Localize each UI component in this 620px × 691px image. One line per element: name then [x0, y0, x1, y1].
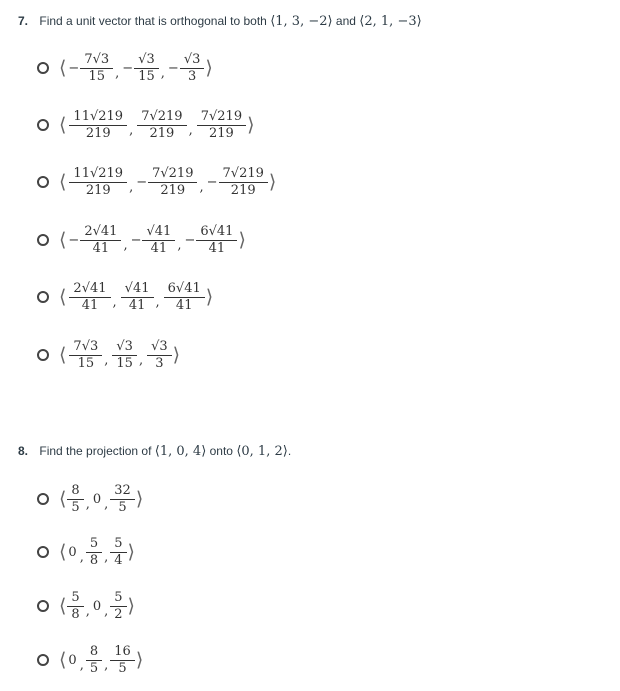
numerator: 7√3	[73, 338, 99, 354]
denominator: 219	[69, 182, 127, 198]
fraction	[82, 53, 111, 84]
vector-b: ⟨2, 1, −3⟩	[359, 14, 422, 29]
fraction	[112, 484, 133, 515]
question-period: .	[287, 444, 292, 458]
question-text: Find a unit vector that is orthogonal to both	[39, 14, 267, 28]
numerator: 5	[114, 535, 123, 551]
fraction	[71, 110, 125, 141]
denominator: 5	[110, 499, 135, 515]
q7-option-3[interactable]	[37, 160, 277, 204]
fraction	[69, 591, 81, 622]
denominator: 5	[110, 660, 135, 676]
numerator: 8	[71, 482, 80, 498]
radio-button[interactable]	[37, 349, 49, 361]
left-angle: ⟨	[59, 594, 67, 617]
numerator: 11√219	[73, 108, 124, 124]
radio-button[interactable]	[37, 546, 49, 558]
left-angle: ⟨	[59, 228, 67, 251]
left-angle: ⟨	[59, 56, 67, 79]
numerator: √3	[138, 51, 155, 67]
fraction	[149, 340, 170, 371]
comma: ,	[123, 237, 128, 253]
fraction	[199, 110, 244, 141]
q7-option-2[interactable]	[37, 103, 256, 147]
denominator: 41	[164, 297, 205, 313]
answer-vector	[58, 591, 136, 622]
denominator: 15	[80, 68, 113, 84]
comma: ,	[188, 122, 193, 138]
fraction	[88, 645, 100, 676]
q8-option-4[interactable]	[37, 638, 144, 682]
question-text-onto: onto	[209, 444, 233, 458]
radio-button[interactable]	[37, 234, 49, 246]
fraction	[71, 282, 108, 313]
question-8-prompt	[18, 444, 291, 459]
right-angle: ⟩	[205, 285, 214, 308]
denominator: 5	[86, 660, 102, 676]
denominator: 41	[142, 240, 175, 256]
comma: ,	[104, 603, 109, 619]
q7-option-4[interactable]	[37, 218, 247, 262]
right-angle: ⟩	[238, 228, 246, 251]
fraction	[112, 645, 133, 676]
answer-vector	[58, 53, 214, 84]
q8-option-1[interactable]	[37, 477, 144, 521]
comma: ,	[104, 549, 109, 565]
fraction	[88, 537, 100, 568]
numerator: 7√219	[152, 165, 194, 181]
fraction	[198, 225, 235, 256]
vector-a: ⟨1, 3, −2⟩	[270, 14, 333, 29]
denominator: 219	[148, 182, 197, 198]
radio-button[interactable]	[37, 62, 49, 74]
fraction	[82, 225, 119, 256]
left-angle: ⟨	[59, 285, 67, 308]
fraction	[136, 53, 157, 84]
fraction	[114, 340, 135, 371]
numerator: 8	[89, 643, 99, 659]
numerator: 6√41	[200, 223, 234, 239]
fraction	[112, 537, 124, 568]
zero-component: 0	[68, 652, 77, 668]
numerator: 7√219	[200, 108, 243, 124]
numerator: 7√3	[84, 51, 110, 67]
answer-vector	[58, 645, 144, 676]
numerator: 6√41	[167, 280, 201, 296]
comma: ,	[104, 496, 109, 512]
denominator: 2	[110, 606, 126, 622]
denominator: 15	[134, 68, 159, 84]
sign: −	[130, 232, 142, 248]
question-text: Find the projection of	[39, 444, 152, 458]
denominator: 4	[110, 552, 126, 568]
answer-vector	[58, 282, 214, 313]
fraction	[182, 53, 203, 84]
left-angle: ⟨	[59, 170, 67, 193]
right-angle: ⟩	[127, 594, 135, 617]
denominator: 219	[219, 182, 268, 198]
q7-option-6[interactable]	[37, 333, 181, 377]
fraction	[71, 167, 125, 198]
comma: ,	[104, 352, 109, 368]
numerator: 5	[89, 535, 99, 551]
right-angle: ⟩	[247, 113, 255, 136]
numerator: 7√219	[222, 165, 264, 181]
answer-vector	[58, 537, 136, 568]
denominator: 8	[67, 606, 83, 622]
answer-vector	[58, 167, 277, 198]
fraction	[71, 340, 100, 371]
comma: ,	[112, 294, 117, 310]
denominator: 41	[121, 297, 154, 313]
numerator: √41	[146, 223, 172, 239]
question-text-and: and	[335, 14, 356, 28]
numerator: 2√41	[73, 280, 107, 296]
numerator: 5	[71, 589, 80, 605]
denominator: 41	[196, 240, 237, 256]
sign: −	[184, 232, 196, 248]
comma: ,	[160, 65, 165, 81]
fraction	[221, 167, 266, 198]
comma: ,	[199, 179, 204, 195]
comma: ,	[155, 294, 160, 310]
comma: ,	[104, 657, 109, 673]
q8-option-3[interactable]	[37, 584, 136, 628]
right-angle: ⟩	[135, 648, 144, 671]
question-number: 8.	[18, 444, 29, 458]
denominator: 8	[86, 552, 102, 568]
numerator: 5	[114, 589, 123, 605]
fraction	[123, 282, 152, 313]
denominator: 41	[69, 297, 110, 313]
numerator: √3	[151, 338, 168, 354]
right-angle: ⟩	[127, 540, 135, 563]
denominator: 3	[180, 68, 205, 84]
comma: ,	[129, 179, 134, 195]
comma: ,	[79, 549, 84, 565]
q7-option-1[interactable]	[37, 46, 214, 90]
sign: −	[68, 232, 80, 248]
numerator: 32	[114, 482, 131, 498]
radio-button[interactable]	[37, 493, 49, 505]
answer-vector	[58, 110, 256, 141]
numerator: √3	[116, 338, 133, 354]
fraction	[69, 484, 81, 515]
right-angle: ⟩	[268, 170, 277, 193]
right-angle: ⟩	[172, 343, 181, 366]
comma: ,	[85, 496, 90, 512]
question-7-prompt	[18, 14, 422, 29]
vector-a: ⟨1, 0, 4⟩	[154, 444, 207, 459]
numerator: √3	[183, 51, 201, 67]
denominator: 219	[69, 125, 127, 141]
zero-component: 0	[92, 491, 102, 507]
numerator: 11√219	[73, 165, 124, 181]
answer-vector	[58, 340, 181, 371]
fraction	[166, 282, 203, 313]
left-angle: ⟨	[59, 343, 67, 366]
numerator: 7√219	[141, 108, 183, 124]
comma: ,	[85, 603, 90, 619]
left-angle: ⟨	[59, 648, 67, 671]
denominator: 5	[67, 499, 83, 515]
left-angle: ⟨	[59, 113, 67, 136]
zero-component: 0	[68, 544, 77, 560]
radio-button[interactable]	[37, 654, 49, 666]
zero-component: 0	[92, 598, 102, 614]
radio-button[interactable]	[37, 119, 49, 131]
question-number: 7.	[18, 14, 29, 28]
fraction	[112, 591, 124, 622]
fraction	[139, 110, 184, 141]
left-angle: ⟨	[59, 487, 67, 510]
comma: ,	[79, 657, 84, 673]
fraction	[150, 167, 195, 198]
sign: −	[136, 174, 148, 190]
vector-b: ⟨0, 1, 2⟩	[236, 444, 288, 459]
numerator: 16	[114, 643, 131, 659]
sign: −	[68, 60, 80, 76]
answer-vector	[58, 225, 247, 256]
comma: ,	[177, 237, 182, 253]
fraction	[144, 225, 173, 256]
radio-button[interactable]	[37, 600, 49, 612]
answer-vector	[58, 484, 144, 515]
denominator: 41	[80, 240, 121, 256]
denominator: 15	[69, 355, 102, 371]
denominator: 15	[112, 355, 137, 371]
right-angle: ⟩	[135, 487, 144, 510]
comma: ,	[115, 65, 120, 81]
numerator: √41	[124, 280, 150, 296]
left-angle: ⟨	[59, 540, 67, 563]
sign: −	[206, 174, 218, 190]
comma: ,	[129, 122, 134, 138]
denominator: 3	[147, 355, 172, 371]
sign: −	[167, 60, 179, 76]
q8-option-2[interactable]	[37, 530, 136, 574]
sign: −	[122, 60, 134, 76]
radio-button[interactable]	[37, 291, 49, 303]
denominator: 219	[137, 125, 186, 141]
right-angle: ⟩	[205, 56, 213, 79]
numerator: 2√41	[84, 223, 118, 239]
comma: ,	[138, 352, 144, 368]
denominator: 219	[197, 125, 246, 141]
radio-button[interactable]	[37, 176, 49, 188]
q7-option-5[interactable]	[37, 275, 214, 319]
